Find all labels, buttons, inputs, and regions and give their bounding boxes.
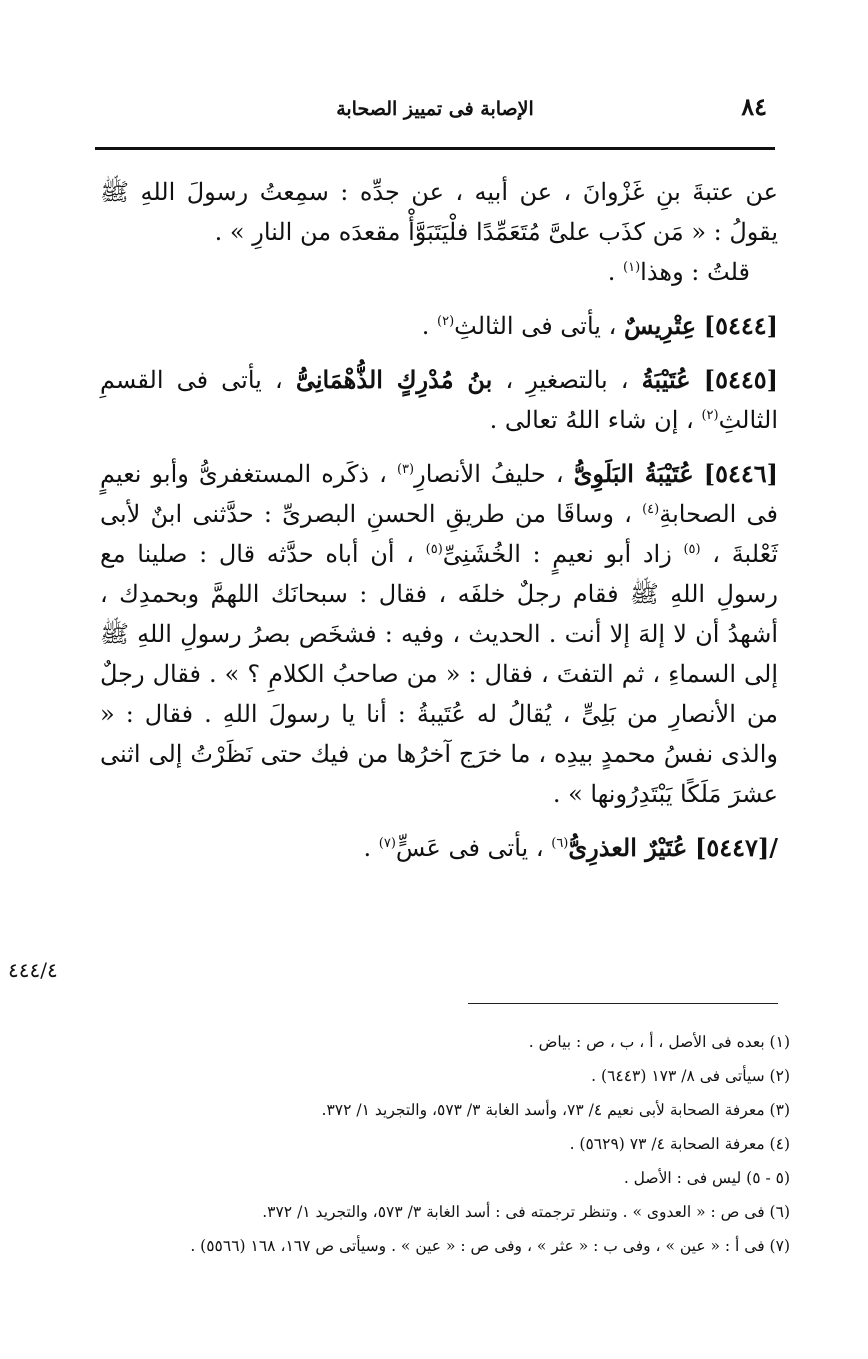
footnote-ref-2: (٢) xyxy=(437,314,455,329)
footnote-6: (٦) فى ص : « العدوى » . وتنظر ترجمته فى : أسد الغابة ٣/ ٥٧٣، والتجريد ١/ ٣٧٢. xyxy=(262,1203,790,1221)
footnote-ref-4: (٤) xyxy=(642,502,660,517)
qultu-line xyxy=(100,252,778,292)
footnote-4: (٤) معرفة الصحابة ٤/ ٧٣ (٥٦٢٩) . xyxy=(569,1135,790,1153)
entry-5444-number: [٥٤٤٤] xyxy=(703,311,778,340)
entry-5445 xyxy=(100,360,778,440)
footnote-7: (٧) فى أ : « عين » ، وفى ب : « عثر » ، وفى ص : « عين » . وسيأتى ص ١٦٧، ١٦٨ (٥٥٦٦) . xyxy=(190,1237,790,1255)
entry-5446-name: عُتَيْبَةُ البَلَوِىُّ xyxy=(573,459,694,488)
footnote-ref-5b: (٥) xyxy=(425,542,443,557)
page-number: ٨٤ xyxy=(741,92,767,121)
entry-5445-text-3: ، إن شاء اللهُ تعالى . xyxy=(489,406,694,434)
footnote-ref-5a: (٥) xyxy=(683,542,701,557)
running-title: الإصابة فى تمييز الصحابة xyxy=(336,98,534,120)
footnote-ref-1: (١) xyxy=(623,260,641,275)
entry-5447-name: عُتَيْرٌ العذرِىُّ xyxy=(568,833,688,862)
footnote-ref-6: (٦) xyxy=(551,836,569,851)
entry-5447-number: [٥٤٤٧] xyxy=(694,833,770,862)
entry-5446-text-3: ، وساقَا من طريقِ الحسنِ البصرىِّ : حدَّثنى ابنٌ لأبى ثَعْلبةَ ، xyxy=(100,500,779,568)
entry-5446-text-4: زاد أبو نعيمٍ : الخُشَنِىِّ xyxy=(442,540,684,568)
entry-5445-text-2: ، يأتى فى القسمِ الثالثِ xyxy=(100,366,778,434)
footnote-ref-7: (٧) xyxy=(378,836,396,851)
entry-5446 xyxy=(100,454,778,814)
qultu-end: . xyxy=(607,258,624,286)
main-text xyxy=(100,172,778,868)
footnote-ref-3: (٣) xyxy=(396,462,415,477)
intro-paragraph xyxy=(100,172,778,252)
footnote-1: (١) بعده فى الأصل ، أ ، ب ، ص : بياض . xyxy=(528,1033,790,1051)
entry-5446-text-2: ، ذكَره المستغفرىُّ وأبو نعيمٍ فى الصحابةِ xyxy=(100,460,778,528)
entry-5445-number: [٥٤٤٥] xyxy=(703,365,778,394)
footnotes xyxy=(100,1025,790,1263)
page-header xyxy=(95,92,775,132)
footnote-3: (٣) معرفة الصحابة لأبى نعيم ٤/ ٧٣، وأسد الغابة ٣/ ٥٧٣، والتجريد ١/ ٣٧٢. xyxy=(321,1101,790,1119)
footnote-ref-2b: (٢) xyxy=(701,408,719,423)
entry-5447-slash: / xyxy=(769,833,778,862)
entry-5444-end: . xyxy=(421,312,437,340)
entry-5447-end: . xyxy=(363,834,379,862)
footnote-rule xyxy=(468,1003,778,1004)
entry-5444 xyxy=(100,306,778,346)
margin-page-reference: ٤٤٤/٤ xyxy=(8,958,58,982)
qultu-text: قلتُ : وهذا xyxy=(640,258,750,286)
entry-5445-name: عُتَيْبَةُ xyxy=(641,365,691,394)
entry-5446-number: [٥٤٤٦] xyxy=(703,459,778,488)
entry-5446-text-5: ، أن أباه حدَّثه قال : صلينا مع رسولِ اللهِ ﷺ فقام رجلٌ خلفَه ، فقال : سبحانَك اللهمَّ وبحمدِك ، أشهدُ أن لا إلهَ إلا أنت . الحديث ، وفيه : فشخَص بصرُ رسولِ اللهِ ﷺ إلى السماءِ ، ثم التفتَ ، فقال : « من صاحبُ الكلامِ ؟ » . فقال رجلٌ من الأنصارِ من بَلِىٍّ ، يُقالُ له عُتَيبةُ : أنا يا رسولَ اللهِ . فقال : « والذى نفسُ محمدٍ بيدِه ، ما خرَج آخرُها من فيك حتى نَظَرْتُ إلى اثنى عشرَ مَلَكًا يَبْتَدِرُونها » . xyxy=(100,540,778,808)
entry-5445-text-1: ، بالتصغيرِ ، xyxy=(492,366,629,394)
entry-5447-text: ، يأتى فى عَسٍّ xyxy=(395,834,544,862)
footnote-2: (٢) سيأتى فى ٨/ ١٧٣ (٦٤٤٣) . xyxy=(591,1067,790,1085)
entry-5444-text: ، يأتى فى الثالثِ xyxy=(454,312,617,340)
entry-5444-name: عِتْرِيسٌ xyxy=(623,311,697,340)
intro-line-1: عن عتبةَ بنِ غَزْوانَ ، عن أبيه ، عن جدِّه : سمِعتُ رسولَ اللهِ ﷺ يقولُ : « مَن xyxy=(100,178,778,246)
entry-5447 xyxy=(100,828,778,868)
footnote-5: (٥ - ٥) ليس فى : الأصل . xyxy=(623,1169,790,1187)
entry-5446-text-1: ، حليفُ الأنصارِ xyxy=(414,460,564,488)
intro-line-2: كذَب علىَّ مُتَعَمِّدًا فلْيَتَبَوَّأْ مقعدَه من النارِ » . xyxy=(214,218,645,246)
header-rule xyxy=(95,147,775,150)
entry-5445-lineage: بنُ مُدْرِكٍ الذُّهْمَانِىُّ xyxy=(295,365,493,394)
